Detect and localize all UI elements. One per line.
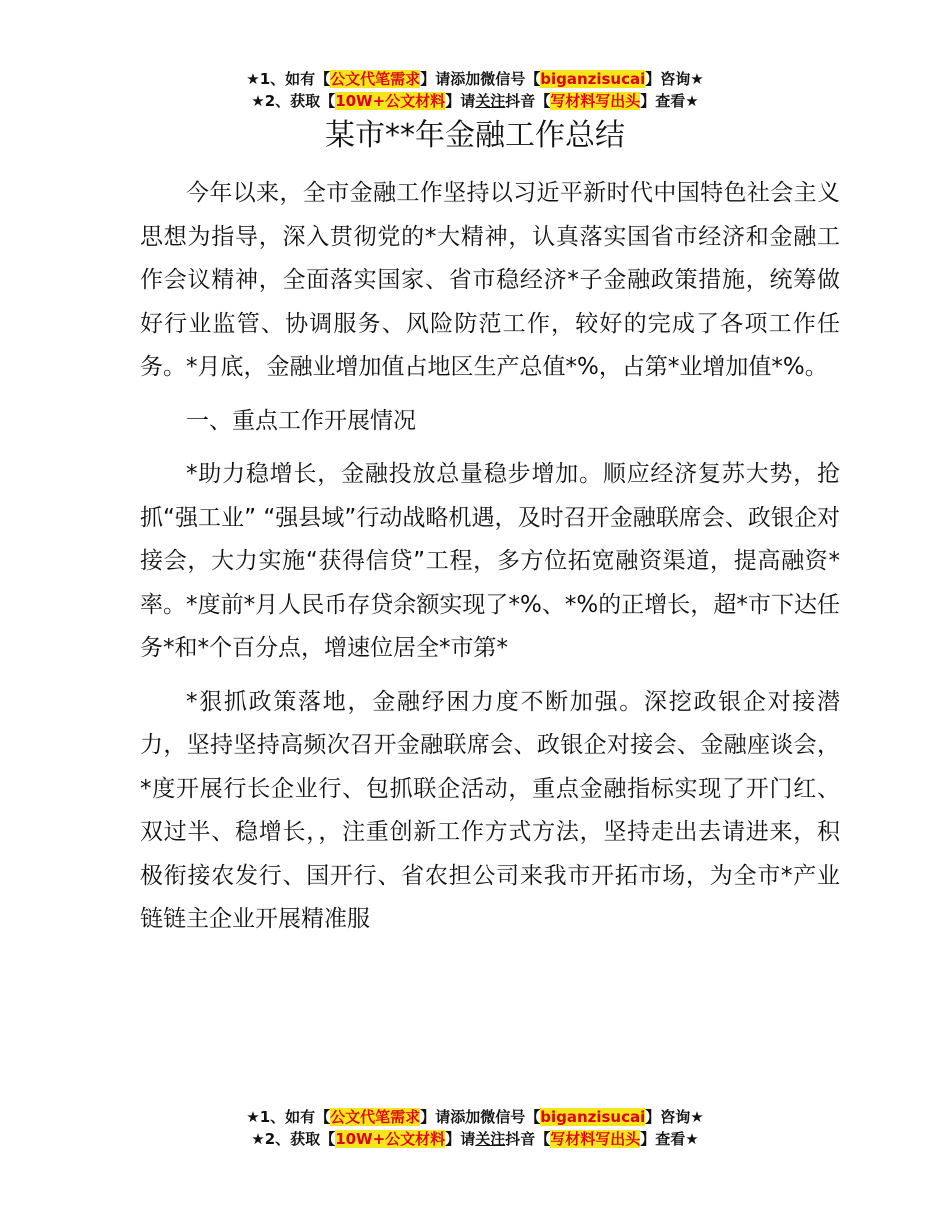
douyin-account: 写材料写出头: [550, 92, 641, 110]
top-banner: [0, 68, 950, 112]
paragraph-growth: *助力稳增长，金融投放总量稳步增加。顺应经济复苏大势，抢抓“强工业” “强县域”行动战略机遇，及时召开金融联席会、政银企对接会，大力实施“获得信贷”工程，多方位拓宽融资渠道，提高融资*率。*度前*月人民币存贷余额实现了*%、*%的正增长，超*市下达任务*和*个百分点，增速位居全*市第*: [140, 461, 840, 661]
section-heading: 一、重点工作开展情况: [186, 407, 416, 434]
bottom-banner: [0, 1106, 950, 1150]
banner-underline: 关注: [475, 92, 506, 110]
paragraph-intro: 今年以来，全市金融工作坚持以习近平新时代中国特色社会主义思想为指导，深入贯彻党的*大精神，认真落实国省市经济和金融工作会议精神，全面落实国家、省市稳经济*子金融政策措施，统筹做好行业监管、协调服务、风险防范工作，较好的完成了各项工作任务。*月底，金融业增加值占地区生产总值*%，占第*业增加值*%。: [140, 180, 840, 380]
banner-highlight: 10W+公文材料: [335, 92, 446, 110]
banner-highlight: 公文代笔需求: [330, 1108, 421, 1126]
document-body: [140, 172, 840, 952]
banner-highlight: 公文代笔需求: [330, 70, 421, 88]
banner-highlight: 10W+公文材料: [335, 1130, 446, 1148]
wechat-id: biganzisucai: [540, 1108, 646, 1126]
document-title: 某市**年金融工作总结: [325, 118, 625, 153]
banner-underline: 关注: [475, 1130, 506, 1148]
banner-line-1: ★1、如有【公文代笔需求】请添加微信号【biganzisucai】咨询★: [246, 1108, 704, 1126]
banner-line-2: ★2、获取【10W+公文材料】请关注抖音【写材料写出头】查看★: [251, 1130, 699, 1148]
wechat-id: biganzisucai: [540, 70, 646, 88]
paragraph-policy: *狠抓政策落地，金融纾困力度不断加强。深挖政银企对接潜力，坚持坚持高频次召开金融联席会、政银企对接会、金融座谈会，*度开展行长企业行、包抓联企活动，重点金融指标实现了开门红、双过半、稳增长，，注重创新工作方式方法，坚持走出去请进来，积极衔接农发行、国开行、省农担公司来我市开拓市场，为全市*产业链链主企业开展精准服: [140, 688, 840, 932]
banner-line-1: ★1、如有【公文代笔需求】请添加微信号【biganzisucai】咨询★: [246, 70, 704, 88]
banner-line-2: ★2、获取【10W+公文材料】请关注抖音【写材料写出头】查看★: [251, 92, 699, 110]
douyin-account: 写材料写出头: [550, 1130, 641, 1148]
